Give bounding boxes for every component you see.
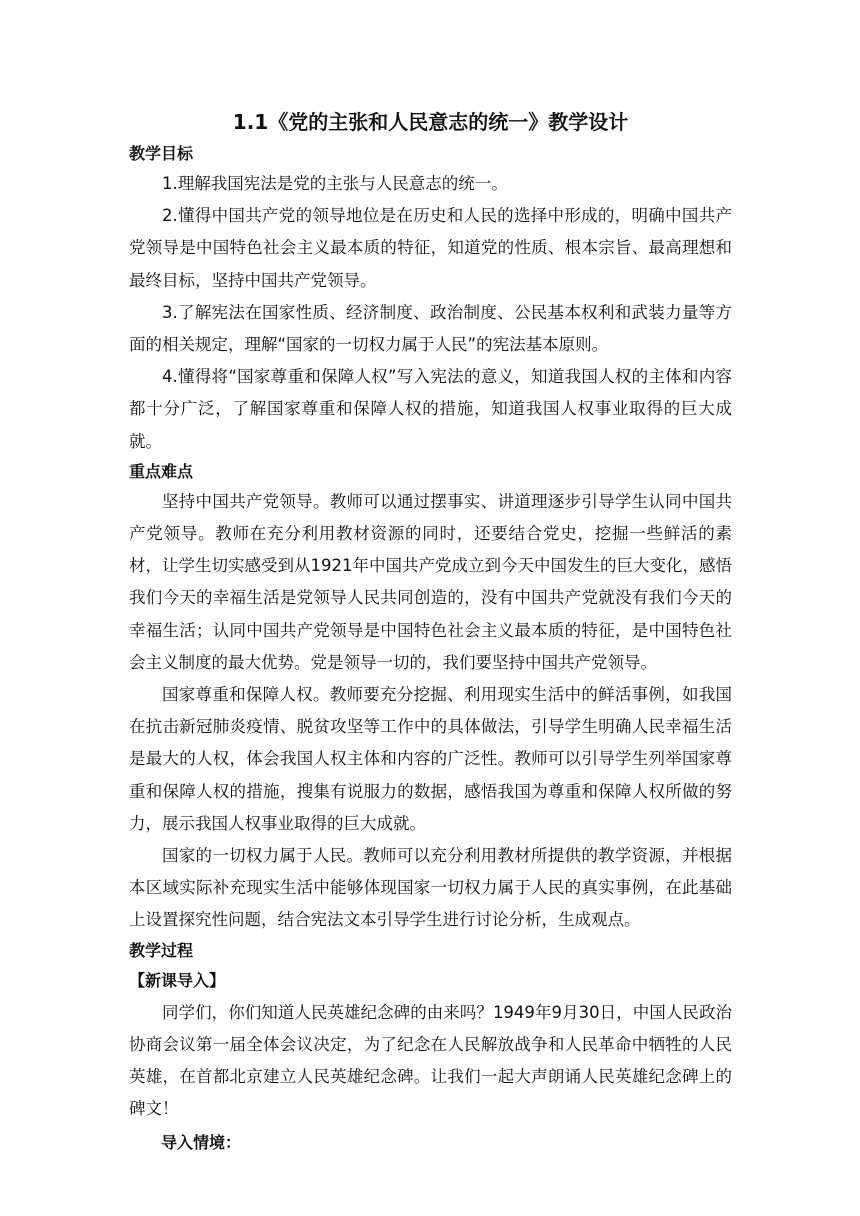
objective-item: 1.理解我国宪法是党的主张与人民意志的统一。: [162, 174, 508, 193]
scenario-heading: 导入情境：: [161, 1133, 242, 1153]
section-heading-process: 教学过程: [129, 940, 194, 960]
objective-item: 3.了解宪法在国家性质、经济制度、政治制度、公民基本权利和武装力量等方面的相关规定，理解“国家的一切权力属于人民”的宪法基本原则。: [129, 302, 732, 355]
objective-item: 2.懂得中国共产党的领导地位是在历史和人民的选择中形成的，明确中国共产党领导是中国特色社会主义最本质的特征，知道党的性质、根本宗旨、最高理想和最终目标，坚持中国共产党领导。: [129, 206, 732, 290]
intro-paragraph: 同学们，你们知道人民英雄纪念碑的由来吗？1949年9月30日，中国人民政治协商会议第一届全体会议决定，为了纪念在人民解放战争和人民革命中牺牲的人民英雄，在首都北京建立人民英雄纪念碑。让我们一起大声朗诵人民英雄纪念碑上的碑文！: [129, 1002, 732, 1119]
objective-item: 4.懂得将“国家尊重和保障人权”写入宪法的意义，知道我国人权的主体和内容都十分广泛，了解国家尊重和保障人权的措施，知道我国人权事业取得的巨大成就。: [129, 367, 732, 451]
section-heading-objectives: 教学目标: [129, 144, 194, 163]
document-title: 1.1《党的主张和人民意志的统一》教学设计: [232, 110, 629, 134]
key-point-paragraph: 国家的一切权力属于人民。教师可以充分利用教材所提供的教学资源，并根据本区域实际补充现实生活中能够体现国家一切权力属于人民的真实事例，在此基础上设置探究性问题，结合宪法文本引导学生进行讨论分析，生成观点。: [129, 846, 732, 930]
section-heading-key-points: 重点难点: [129, 461, 194, 481]
key-point-paragraph: 国家尊重和保障人权。教师要充分挖掘、利用现实生活中的鲜活事例，如我国在抗击新冠肺炎疫情、脱贫攻坚等工作中的具体做法，引导学生明确人民幸福生活是最大的人权，体会我国人权主体和内容的广泛性。教师可以引导学生列举国家尊重和保障人权的措施，搜集有说服力的数据，感悟我国为尊重和保障人权所做的努力，展示我国人权事业取得的巨大成就。: [129, 685, 732, 833]
intro-heading: 【新课导入】: [129, 970, 226, 990]
key-point-paragraph: 坚持中国共产党领导。教师可以通过摆事实、讲道理逐步引导学生认同中国共产党领导。教师在充分利用教材资源的同时，还要结合党史，挖掘一些鲜活的素材，让学生切实感受到从1921年中国共产党成立到今天中国发生的巨大变化，感悟我们今天的幸福生活是党领导人民共同创造的，没有中国共产党就没有我们今天的幸福生活；认同中国共产党领导是中国特色社会主义最本质的特征，是中国特色社会主义制度的最大优势。党是领导一切的，我们要坚持中国共产党领导。: [129, 491, 732, 672]
